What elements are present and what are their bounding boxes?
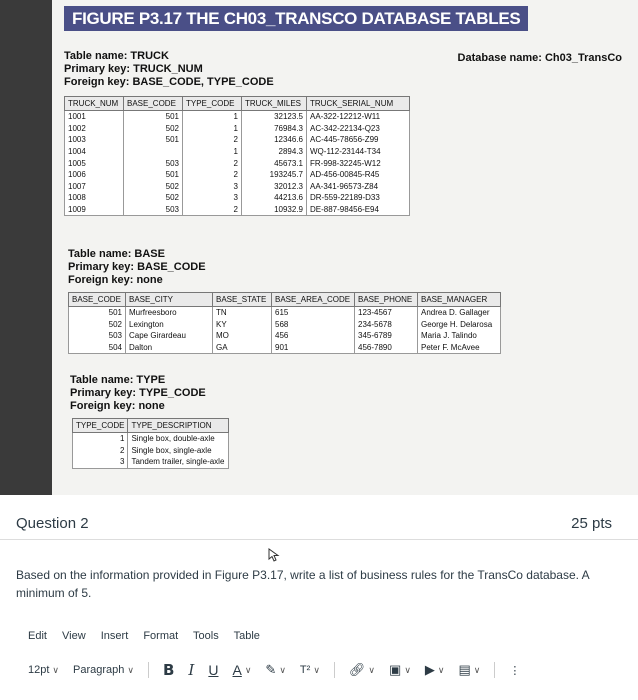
base-cell: Dalton: [126, 342, 213, 354]
truck-cell: 501: [124, 134, 183, 146]
truck-cell: 502: [124, 192, 183, 204]
text-color-button[interactable]: [232, 662, 251, 678]
base-column-header: BASE_PHONE: [355, 293, 418, 307]
paragraph-value: Paragraph: [73, 664, 125, 676]
link-icon: 🔗︎: [348, 662, 366, 677]
truck-cell: 1008: [65, 192, 124, 204]
truck-cell: 503: [124, 204, 183, 216]
mouse-cursor-icon: [268, 548, 280, 562]
font-size-value: 12pt: [28, 664, 50, 676]
base-cell: Cape Girardeau: [126, 330, 213, 342]
truck-row: [65, 123, 410, 135]
truck-cell: 501: [124, 169, 183, 181]
question-points: 25 pts: [571, 515, 612, 532]
textbook-figure-photo: [52, 0, 638, 495]
base-row: [69, 307, 501, 319]
truck-column-header: TYPE_CODE: [183, 97, 242, 111]
base-cell: 456-7890: [355, 342, 418, 354]
truck-cell: 45673.1: [242, 157, 307, 169]
truck-cell: WQ-112-23144-T34: [307, 146, 410, 158]
truck-cell: 10932.9: [242, 204, 307, 216]
chevron-down-icon: ∨: [404, 664, 411, 675]
base-cell: 504: [69, 342, 126, 354]
database-name: Database name: Ch03_TransCo: [457, 52, 622, 64]
base-cell: TN: [213, 307, 272, 319]
chevron-down-icon: ∨: [127, 664, 134, 675]
truck-cell: 1: [183, 146, 242, 158]
media-button[interactable]: [425, 662, 445, 678]
truck-row: [65, 157, 410, 169]
menu-format[interactable]: Format: [143, 630, 179, 642]
type-cell: Tandem trailer, single-axle: [128, 456, 229, 468]
truck-cell: 2: [183, 157, 242, 169]
type-cell: 3: [73, 456, 128, 468]
truck-foreign-key: Foreign key: BASE_CODE, TYPE_CODE: [64, 76, 274, 88]
truck-row: [65, 111, 410, 123]
truck-cell: DR-559-22189-D33: [307, 192, 410, 204]
base-column-header: BASE_STATE: [213, 293, 272, 307]
link-button[interactable]: [349, 662, 375, 678]
chevron-down-icon: ∨: [244, 664, 252, 675]
type-primary-key: Primary key: TYPE_CODE: [70, 387, 206, 399]
base-table: [68, 292, 501, 354]
truck-row: [65, 181, 410, 193]
truck-cell: 1002: [65, 123, 124, 135]
toolbar-divider: [334, 662, 335, 678]
truck-cell: 1: [183, 123, 242, 135]
chevron-down-icon: ∨: [313, 664, 320, 675]
truck-cell: 1005: [65, 157, 124, 169]
base-table-name: Table name: BASE: [68, 248, 165, 260]
editor-menubar: [28, 630, 272, 642]
truck-cell: 32123.5: [242, 111, 307, 123]
editor-toolbar: [28, 660, 534, 680]
highlight-button[interactable]: [265, 662, 286, 678]
chevron-down-icon: ∨: [52, 664, 60, 675]
base-cell: 615: [272, 307, 355, 319]
truck-column-header: TRUCK_SERIAL_NUM: [307, 97, 410, 111]
base-primary-key: Primary key: BASE_CODE: [68, 261, 206, 273]
truck-cell: 1004: [65, 146, 124, 158]
truck-cell: 32012.3: [242, 181, 307, 193]
base-cell: 456: [272, 330, 355, 342]
truck-cell: AD-456-00845-R45: [307, 169, 410, 181]
truck-cell: AC-445-78656-Z99: [307, 134, 410, 146]
base-cell: Murfreesboro: [126, 307, 213, 319]
truck-cell: 2894.3: [242, 146, 307, 158]
type-row: [73, 445, 229, 457]
question-title: Question 2: [16, 515, 89, 532]
truck-cell: 1007: [65, 181, 124, 193]
type-meta: [70, 374, 206, 413]
type-column-header: TYPE_DESCRIPTION: [128, 419, 229, 433]
truck-header-row: [65, 97, 410, 111]
truck-cell: AC-342-22134-Q23: [307, 123, 410, 135]
type-row: [73, 456, 229, 468]
truck-column-header: TRUCK_NUM: [65, 97, 124, 111]
base-meta: [68, 248, 206, 287]
superscript-button[interactable]: [300, 664, 320, 676]
base-row: [69, 330, 501, 342]
chevron-down-icon: ∨: [437, 664, 445, 675]
truck-cell: 44213.6: [242, 192, 307, 204]
base-cell: 503: [69, 330, 126, 342]
base-column-header: BASE_CODE: [69, 293, 126, 307]
type-row: [73, 433, 229, 445]
menu-edit[interactable]: Edit: [28, 630, 47, 642]
truck-cell: 503: [124, 157, 183, 169]
base-row: [69, 319, 501, 331]
truck-cell: 1: [183, 111, 242, 123]
more-options-button[interactable]: ⋮: [509, 664, 521, 677]
type-cell: Single box, single-axle: [128, 445, 229, 457]
truck-cell: 12346.6: [242, 134, 307, 146]
base-cell: GA: [213, 342, 272, 354]
base-column-header: BASE_CITY: [126, 293, 213, 307]
base-cell: Lexington: [126, 319, 213, 331]
type-foreign-key: Foreign key: none: [70, 400, 165, 412]
base-header-row: [69, 293, 501, 307]
truck-table: [64, 96, 410, 216]
italic-button[interactable]: I: [188, 661, 195, 679]
toolbar-divider: [148, 662, 149, 678]
chevron-down-icon: ∨: [473, 664, 481, 675]
truck-cell: AA-322-12212-W11: [307, 111, 410, 123]
menu-tools[interactable]: Tools: [193, 630, 219, 642]
paragraph-dropdown[interactable]: [73, 664, 134, 676]
truck-cell: 2: [183, 134, 242, 146]
image-icon: ▣: [389, 662, 402, 677]
truck-cell: 1003: [65, 134, 124, 146]
superscript-icon: T²: [299, 664, 311, 676]
truck-row: [65, 192, 410, 204]
truck-cell: 2: [183, 204, 242, 216]
truck-cell: AA-341-96573-Z84: [307, 181, 410, 193]
toolbar-divider: [494, 662, 495, 678]
bold-button[interactable]: B: [162, 661, 175, 679]
truck-cell: 502: [124, 181, 183, 193]
question-text: Based on the information provided in Figure P3.17, write a list of business rules for the TransCo database. A minimum of 5.: [16, 568, 589, 600]
base-cell: 901: [272, 342, 355, 354]
highlighter-icon: ✎: [265, 662, 277, 677]
base-cell: 568: [272, 319, 355, 331]
font-size-dropdown[interactable]: [28, 664, 59, 676]
chevron-down-icon: ∨: [279, 664, 286, 675]
base-cell: Maria J. Talindo: [418, 330, 501, 342]
truck-cell: 2: [183, 169, 242, 181]
truck-row: [65, 146, 410, 158]
truck-cell: 1006: [65, 169, 124, 181]
truck-column-header: BASE_CODE: [124, 97, 183, 111]
type-cell: 2: [73, 445, 128, 457]
underline-button[interactable]: U: [208, 662, 219, 678]
truck-table-name: Table name: TRUCK: [64, 50, 169, 62]
document-icon: ▤: [458, 662, 471, 677]
question-header: [0, 505, 638, 540]
truck-primary-key: Primary key: TRUCK_NUM: [64, 63, 203, 75]
truck-cell: 76984.3: [242, 123, 307, 135]
truck-row: [65, 204, 410, 216]
truck-cell: 193245.7: [242, 169, 307, 181]
base-cell: 502: [69, 319, 126, 331]
image-button[interactable]: [389, 662, 411, 678]
base-cell: 345-6789: [355, 330, 418, 342]
base-column-header: BASE_MANAGER: [418, 293, 501, 307]
text-color-icon: A: [232, 662, 242, 678]
base-column-header: BASE_AREA_CODE: [272, 293, 355, 307]
truck-cell: 501: [124, 111, 183, 123]
chevron-down-icon: ∨: [368, 664, 376, 675]
base-cell: 234-5678: [355, 319, 418, 331]
type-column-header: TYPE_CODE: [73, 419, 128, 433]
type-table: [72, 418, 229, 469]
type-header-row: [73, 419, 229, 433]
base-cell: 123-4567: [355, 307, 418, 319]
menu-table[interactable]: Table: [233, 630, 260, 642]
type-cell: 1: [73, 433, 128, 445]
type-cell: Single box, double-axle: [128, 433, 229, 445]
truck-cell: 502: [124, 123, 183, 135]
truck-column-header: TRUCK_MILES: [242, 97, 307, 111]
document-button[interactable]: [459, 662, 481, 678]
truck-cell: 1009: [65, 204, 124, 216]
base-cell: KY: [213, 319, 272, 331]
truck-cell: 1001: [65, 111, 124, 123]
base-foreign-key: Foreign key: none: [68, 274, 163, 286]
menu-view[interactable]: View: [62, 630, 86, 642]
truck-cell: 3: [183, 181, 242, 193]
base-cell: Andrea D. Gallager: [418, 307, 501, 319]
truck-row: [65, 169, 410, 181]
base-cell: 501: [69, 307, 126, 319]
base-row: [69, 342, 501, 354]
base-cell: MO: [213, 330, 272, 342]
truck-cell: FR-998-32245-W12: [307, 157, 410, 169]
figure-title: FIGURE P3.17 THE CH03_TRANSCO DATABASE TABLES: [64, 6, 528, 31]
menu-insert[interactable]: Insert: [100, 630, 129, 642]
base-cell: Peter F. McAvee: [418, 342, 501, 354]
truck-cell: [124, 146, 183, 158]
base-cell: George H. Delarosa: [418, 319, 501, 331]
type-table-name: Table name: TYPE: [70, 374, 166, 386]
truck-meta: [64, 50, 274, 89]
truck-row: [65, 134, 410, 146]
truck-cell: DE-887-98456-E94: [307, 204, 410, 216]
truck-cell: 3: [183, 192, 242, 204]
media-icon: ▶: [424, 662, 435, 677]
